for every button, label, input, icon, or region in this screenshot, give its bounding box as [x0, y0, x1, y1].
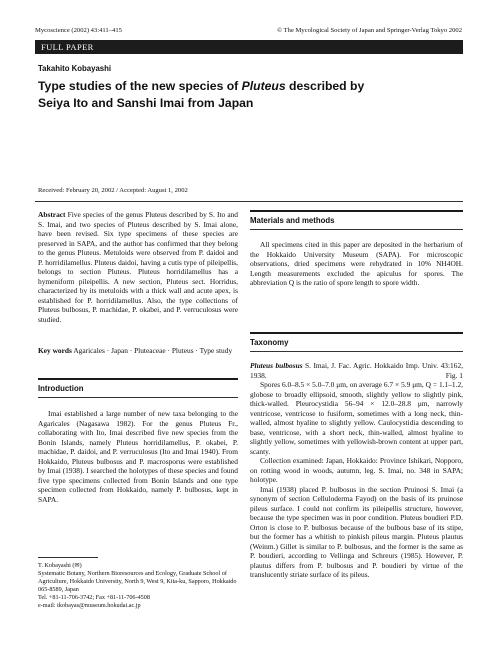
taxonomy-discussion: Imai (1938) placed P. bulbosus in the section Pruinosi S. Imai (a synonym of section Celluloderma Fayod) on the basis of its pruinose pileus surface. I could not confirm its pileipellis structure, however, because the type specimen was in poor condition. Pluteus boudieri P.D. Orton is close to P. bulbosus because of the bulbous base of its stipe, but the former has a whitish to pinkish pileus margin. Pluteus plautus (Weinm.) Gillet is similar to P. bulbosus, and the former is the same as P. boudieri, according to Vellinga and Schreurs (1985). However, P. plautus differs from P. bulbosus and P. boudieri by virtue of the translucently striate surface of its pileus. [250, 484, 463, 579]
rule-footnote [38, 557, 98, 558]
footnote-name: T. Kobayashi (✉) [38, 562, 82, 569]
article-type-banner [35, 40, 463, 54]
rule-materials-top [250, 210, 463, 212]
footnote-email: e-mail: tkobayas@museum.hokudai.ac.jp [38, 601, 141, 609]
banner-label: FULL PAPER [41, 42, 94, 52]
taxonomy-heading: Taxonomy [250, 338, 289, 347]
rule-intro-top [38, 378, 238, 380]
title-part-1: Type studies of the new species of [38, 79, 242, 93]
rule-materials-bottom [250, 229, 463, 230]
received-dates: Received: February 20, 2002 / Accepted: August 1, 2002 [38, 187, 188, 194]
species-name: Pluteus bulbosus [250, 361, 303, 370]
materials-heading: Materials and methods [250, 216, 335, 225]
keywords-text: Agaricales · Japan · Pluteaceae · Pluteus · Type study [73, 346, 233, 355]
species-description: Spores 6.0–8.5 × 5.0–7.0 μm, on average 6.7 × 5.9 μm, Q = 1.1–1.2, globose to broadly ellipsoid, smooth, slightly yellow to slightly pink, thick-walled. Pleurocystidia 56–94 × 12.0–28.8 μm, narrowly ventricose, ventricose to fusiform, sometimes with a long neck, thin-walled, almost hyaline to slightly yellow. Caulocystidia descending to base, ventricose, with a short neck, thin-walled, almost hyaline to slightly yellow, sometimes with yellowish-brown content at upper part, scanty. [250, 380, 463, 456]
materials-body [250, 240, 463, 288]
title-genus: Pluteus [241, 79, 286, 93]
keywords-block [38, 346, 238, 356]
rule-top-full [35, 201, 463, 202]
rule-taxonomy-top [250, 332, 463, 334]
footnote-phone: Tel. +81-11-706-3742; Fax +81-11-706-4508 [38, 593, 150, 601]
introduction-body [38, 409, 238, 504]
journal-citation: Mycoscience (2002) 43:411–415 [35, 27, 122, 34]
keywords-label: Key words [38, 346, 72, 355]
abstract-text: Five species of the genus Pluteus described by S. Ito and S. Imai, and two species of Pluteus described by S. Imai alone, have been revised. Six type specimens of these species are preserved in SAPA, and the author has confirmed that they belong to the genus Pluteus. Metuloids were observed from P. daidoi and P. horridilamellus. Pluteus daidoi, having a cutis type of pileipellis, belongs to section Pluteus. Pluteus horridilamellus has a hymeniform pileipellis. A new section, Pluteus sect. Horridus, characterized by its metuloids with a thick wall and acute apex, is established for P. horridilamellus. Also, the type collections of Pluteus bulbosus, P. machidae, P. okabei, and P. verruculosus were studied. [38, 210, 238, 324]
materials-text: All specimens cited in this paper are deposited in the herbarium of the Hokkaido University Museum (SAPA). For microscopic observations, dried specimens were rehydrated in 10% NH4OH. Length measurements excluded the apiculus for spores. The abbreviation Q is the ratio of spore length to spore width. [250, 240, 463, 287]
article-title [38, 78, 378, 112]
abstract-block [38, 210, 238, 324]
author-name: Takahito Kobayashi [38, 64, 112, 73]
author-footnote [38, 562, 238, 609]
rule-intro-bottom [38, 397, 238, 398]
taxonomy-body [250, 361, 463, 580]
footnote-address: Systematic Botany, Northern Bioresources and Ecology, Graduate School of Agriculture, Hokkaido University, North 9, West 9, Kita-ku, Sapporo, Hokkaido 065-8589, Japan [38, 569, 237, 593]
figure-reference: Fig. 1 [445, 370, 463, 380]
species-citation: S. Imai, J. Fac. Agric. Hokkaido Imp. Univ. 43:162, 1938. [250, 361, 463, 380]
introduction-text: Imai established a large number of new taxa belonging to the Agaricales (Nagasawa 1982). For the genus Pluteus Fr., collaborating with Ito, Imai described five new species from the Bonin Islands, namely Pluteus horridilamellus, P. okabei, P. machidae, P. daidoi, and P. verruculosus (Ito and Imai 1940). From Hokkaido, Pluteus bulbosus and P. macrosporus were established by Imai (1938). I searched the holotypes of these species and found five type specimens collected from Bonin Islands and one type specimen collected from Hokkaido, namely P. bulbosus, kept in SAPA. [38, 409, 238, 504]
introduction-heading: Introduction [38, 384, 84, 393]
collection-examined: Collection examined: Japan, Hokkaido: Province Ishikari, Nopporo, on rotting wood in woods, autumn, leg. S. Imai, no. 348 in SAPA; holotype. [250, 456, 463, 484]
copyright-notice: © The Mycological Society of Japan and Springer-Verlag Tokyo 2002 [277, 27, 462, 34]
title-part-2: described by Seiya Ito and Sanshi Imai from Japan [38, 79, 365, 110]
rule-taxonomy-bottom [250, 351, 463, 352]
abstract-label: Abstract [38, 210, 66, 219]
